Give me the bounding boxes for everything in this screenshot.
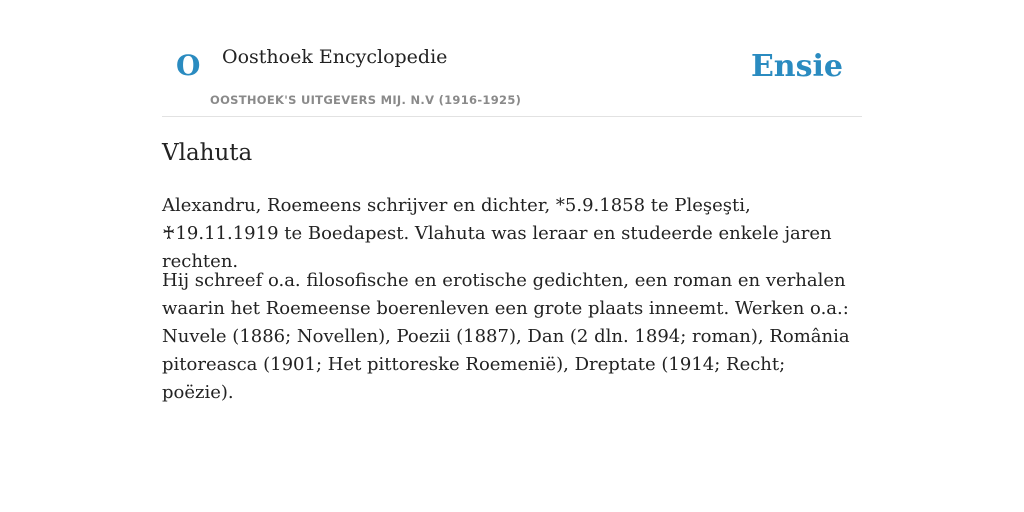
site-title-link[interactable]: Oosthoek Encyclopedie — [222, 46, 448, 68]
entry-title: Vlahuta — [162, 140, 253, 166]
publisher-subtitle: OOSTHOEK'S UITGEVERS MIJ. N.V (1916-1925) — [210, 93, 522, 107]
page-container — [162, 0, 862, 403]
site-header — [162, 0, 862, 117]
oosthoek-logo[interactable]: O — [176, 49, 201, 82]
entry-paragraph: Hij schreef o.a. filosofische en erotische gedichten, een roman en verhalen waarin het Roemeense boerenleven een grote plaats inneemt. Werken o.a.: Nuvele (1886; Novellen), Poezii (1887), Dan (2 dln. 1894; roman), România pitoreasca (1901; Het pittoreske Roemenië), Dreptate (1914; Recht; poëzie). — [162, 270, 850, 403]
ensie-brand-logo[interactable]: Ensie — [750, 49, 843, 84]
entry-paragraph: Alexandru, Roemeens schrijver en dichter, *5.9.1858 te Pleşeşti, ♰19.11.1919 te Boedapest. Vlahuta was leraar en studeerde enkele jaren rechten. — [162, 195, 832, 272]
